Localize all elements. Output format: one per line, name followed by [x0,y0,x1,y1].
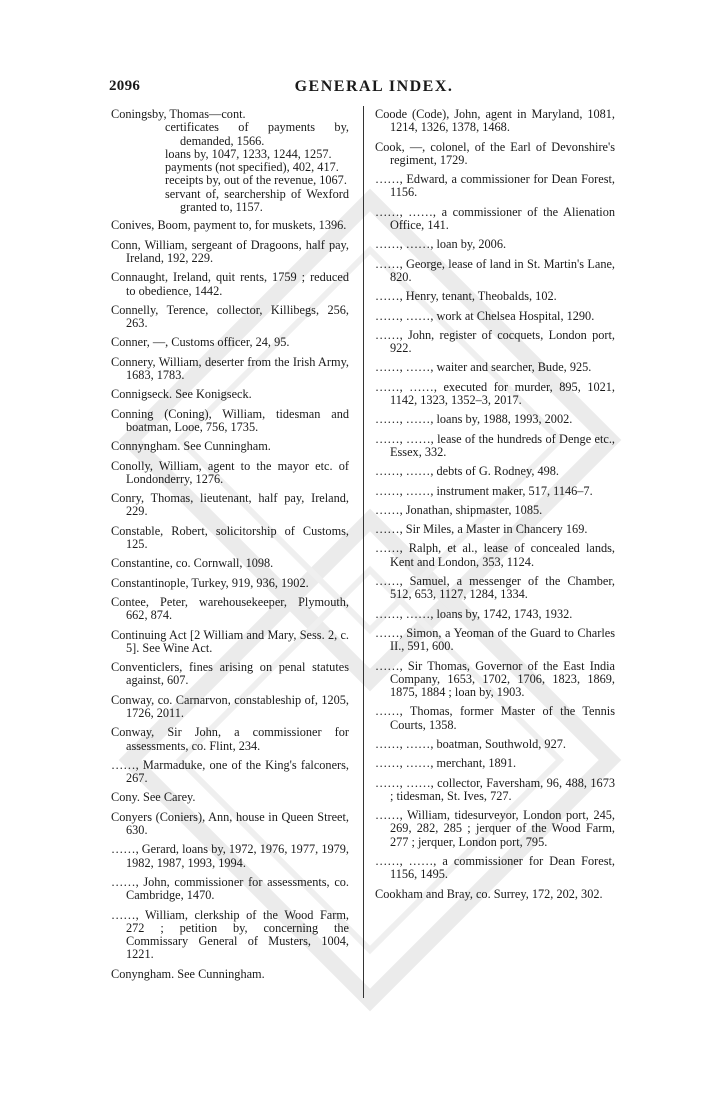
index-entry: Cookham and Bray, co. Surrey, 172, 202, 302. [375,886,603,901]
index-entry: ……, John, register of cocquets, London port, 922. [375,327,615,356]
index-entry: ……, Ralph, et al., lease of concealed lands, Kent and London, 353, 1124. [375,541,615,569]
index-entry: ……, Edward, a commissioner for Dean Forest, 1156. [375,172,615,200]
index-entry: ……, ……, loan by, 2006. [375,237,507,252]
index-entry: Cony. See Carey. [111,790,196,805]
index-entry: Cook, —, colonel, of the Earl of Devonshire's regiment, 1729. [375,139,615,167]
index-subentry: receipts by, out of the revenue, 1067. [165,173,347,188]
page-title: GENERAL INDEX. [294,78,454,95]
index-entry: Connigseck. See Konigseck. [111,387,252,402]
index-entry: ……, William, clerkship of the Wood Farm, 272 ; petition by, concerning the Commissary General of Musters, 1004, 1221. [111,907,349,962]
index-entry: Constantinople, Turkey, 919, 936, 1902. [111,575,309,590]
index-entry: ……, Thomas, former Master of the Tennis Courts, 1358. [375,704,615,732]
index-entry: ……, Gerard, loans by, 1972, 1976, 1977, 1979, 1982, 1987, 1993, 1994. [111,842,349,870]
index-entry: Conyngham. See Cunningham. [111,966,265,981]
index-entry: Constable, Robert, solicitorship of Customs, 125. [111,523,349,552]
index-entry: ……, ……, waiter and searcher, Bude, 925. [375,360,592,375]
index-entry: ……, ……, lease of the hundreds of Denge etc., Essex, 332. [375,431,615,459]
index-entry: Conolly, William, agent to the mayor etc. of Londonderry, 1276. [111,458,349,486]
index-entry: Conventiclers, fines arising on penal statutes against, 607. [111,660,349,688]
index-entry: Conway, Sir John, a commissioner for assessments, co. Flint, 234. [111,725,349,753]
page-number: 2096 [109,78,141,94]
index-entry: Connyngham. See Cunningham. [111,439,271,454]
index-entry: ……, ……, a commissioner of the Alienation Office, 141. [375,204,615,233]
index-entry: Conway, co. Carnarvon, constableship of, 1205, 1726, 2011. [111,692,349,720]
index-entry: ……, John, commissioner for assessments, co. Cambridge, 1470. [111,874,349,903]
index-entry: ……, Simon, a Yeoman of the Guard to Charles II., 591, 600. [375,625,615,654]
index-subentry: certificates of payments by, demanded, 1566. [165,120,349,148]
index-entry: ……, Marmaduke, one of the King's falconers, 267. [111,757,349,786]
index-entry: ……, ……, loans by, 1742, 1743, 1932. [375,606,573,621]
index-entry: Constantine, co. Cornwall, 1098. [111,556,274,571]
index-entry: ……, ……, loans by, 1988, 1993, 2002. [375,412,573,427]
index-entry: Conn, William, sergeant of Dragoons, half pay, Ireland, 192, 229. [111,237,349,265]
index-entry: ……, ……, boatman, Southwold, 927. [375,736,566,751]
index-entry: ……, William, tidesurveyor, London port, 245, 269, 282, 285 ; jerquer of the Wood Farm, 277 ; jerquer, London port, 795. [375,808,615,849]
column-divider [363,106,364,998]
index-entry: ……, ……, collector, Faversham, 96, 488, 1673 ; tidesman, St. Ives, 727. [375,775,615,803]
index-entry: Conner, —, Customs officer, 24, 95. [111,335,290,350]
index-entry: ……, Sir Thomas, Governor of the East India Company, 1653, 1702, 1706, 1823, 1869, 1875, 1884 ; loan by, 1903. [375,658,615,700]
index-entry: Contee, Peter, warehousekeeper, Plymouth, 662, 874. [111,594,349,623]
index-entry: Conives, Boom, payment to, for muskets, 1396. [111,218,347,233]
index-subentry: servant of, searchership of Wexford granted to, 1157. [165,186,349,215]
index-entry: ……, ……, debts of G. Rodney, 498. [375,464,559,479]
index-entry: Conning (Coning), William, tidesman and boatman, Looe, 756, 1735. [111,406,349,434]
index-entry: ……, ……, executed for murder, 895, 1021, 1142, 1323, 1352–3, 2017. [375,379,615,408]
index-entry: Coningsby, Thomas—cont. [111,107,246,121]
index-entry: ……, Samuel, a messenger of the Chamber, 512, 653, 1127, 1284, 1334. [375,574,615,602]
index-entry: Continuing Act [2 William and Mary, Sess. 2, c. 5]. See Wine Act. [111,627,349,655]
index-entry: Connery, William, deserter from the Irish Army, 1683, 1783. [111,354,349,383]
index-entry: Conry, Thomas, lieutenant, half pay, Ireland, 229. [111,491,349,519]
index-subentry: payments (not specified), 402, 417. [165,160,339,175]
index-entry: ……, Jonathan, shipmaster, 1085. [375,502,543,517]
index-entry: Connaught, Ireland, quit rents, 1759 ; reduced to obedience, 1442. [111,270,349,298]
index-entry: Conyers (Coniers), Ann, house in Queen Street, 630. [111,809,349,838]
index-entry: ……, George, lease of land in St. Martin's Lane, 820. [375,256,615,284]
index-entry: ……, ……, a commissioner for Dean Forest, 1156, 1495. [375,854,615,882]
index-entry: ……, ……, work at Chelsea Hospital, 1290. [375,308,595,323]
index-entry: Coode (Code), John, agent in Maryland, 1081, 1214, 1326, 1378, 1468. [375,107,615,135]
left-column [111,108,349,987]
index-entry: Connelly, Terence, collector, Killibegs, 256, 263. [111,302,349,331]
page-header [109,78,639,102]
right-column [375,108,615,907]
index-entry: ……, Henry, tenant, Theobalds, 102. [375,289,557,304]
index-entry: ……, ……, merchant, 1891. [375,756,517,771]
index-entry: ……, ……, instrument maker, 517, 1146–7. [375,483,593,498]
index-subentry: loans by, 1047, 1233, 1244, 1257. [165,146,332,161]
index-entry: ……, Sir Miles, a Master in Chancery 169. [375,522,588,537]
